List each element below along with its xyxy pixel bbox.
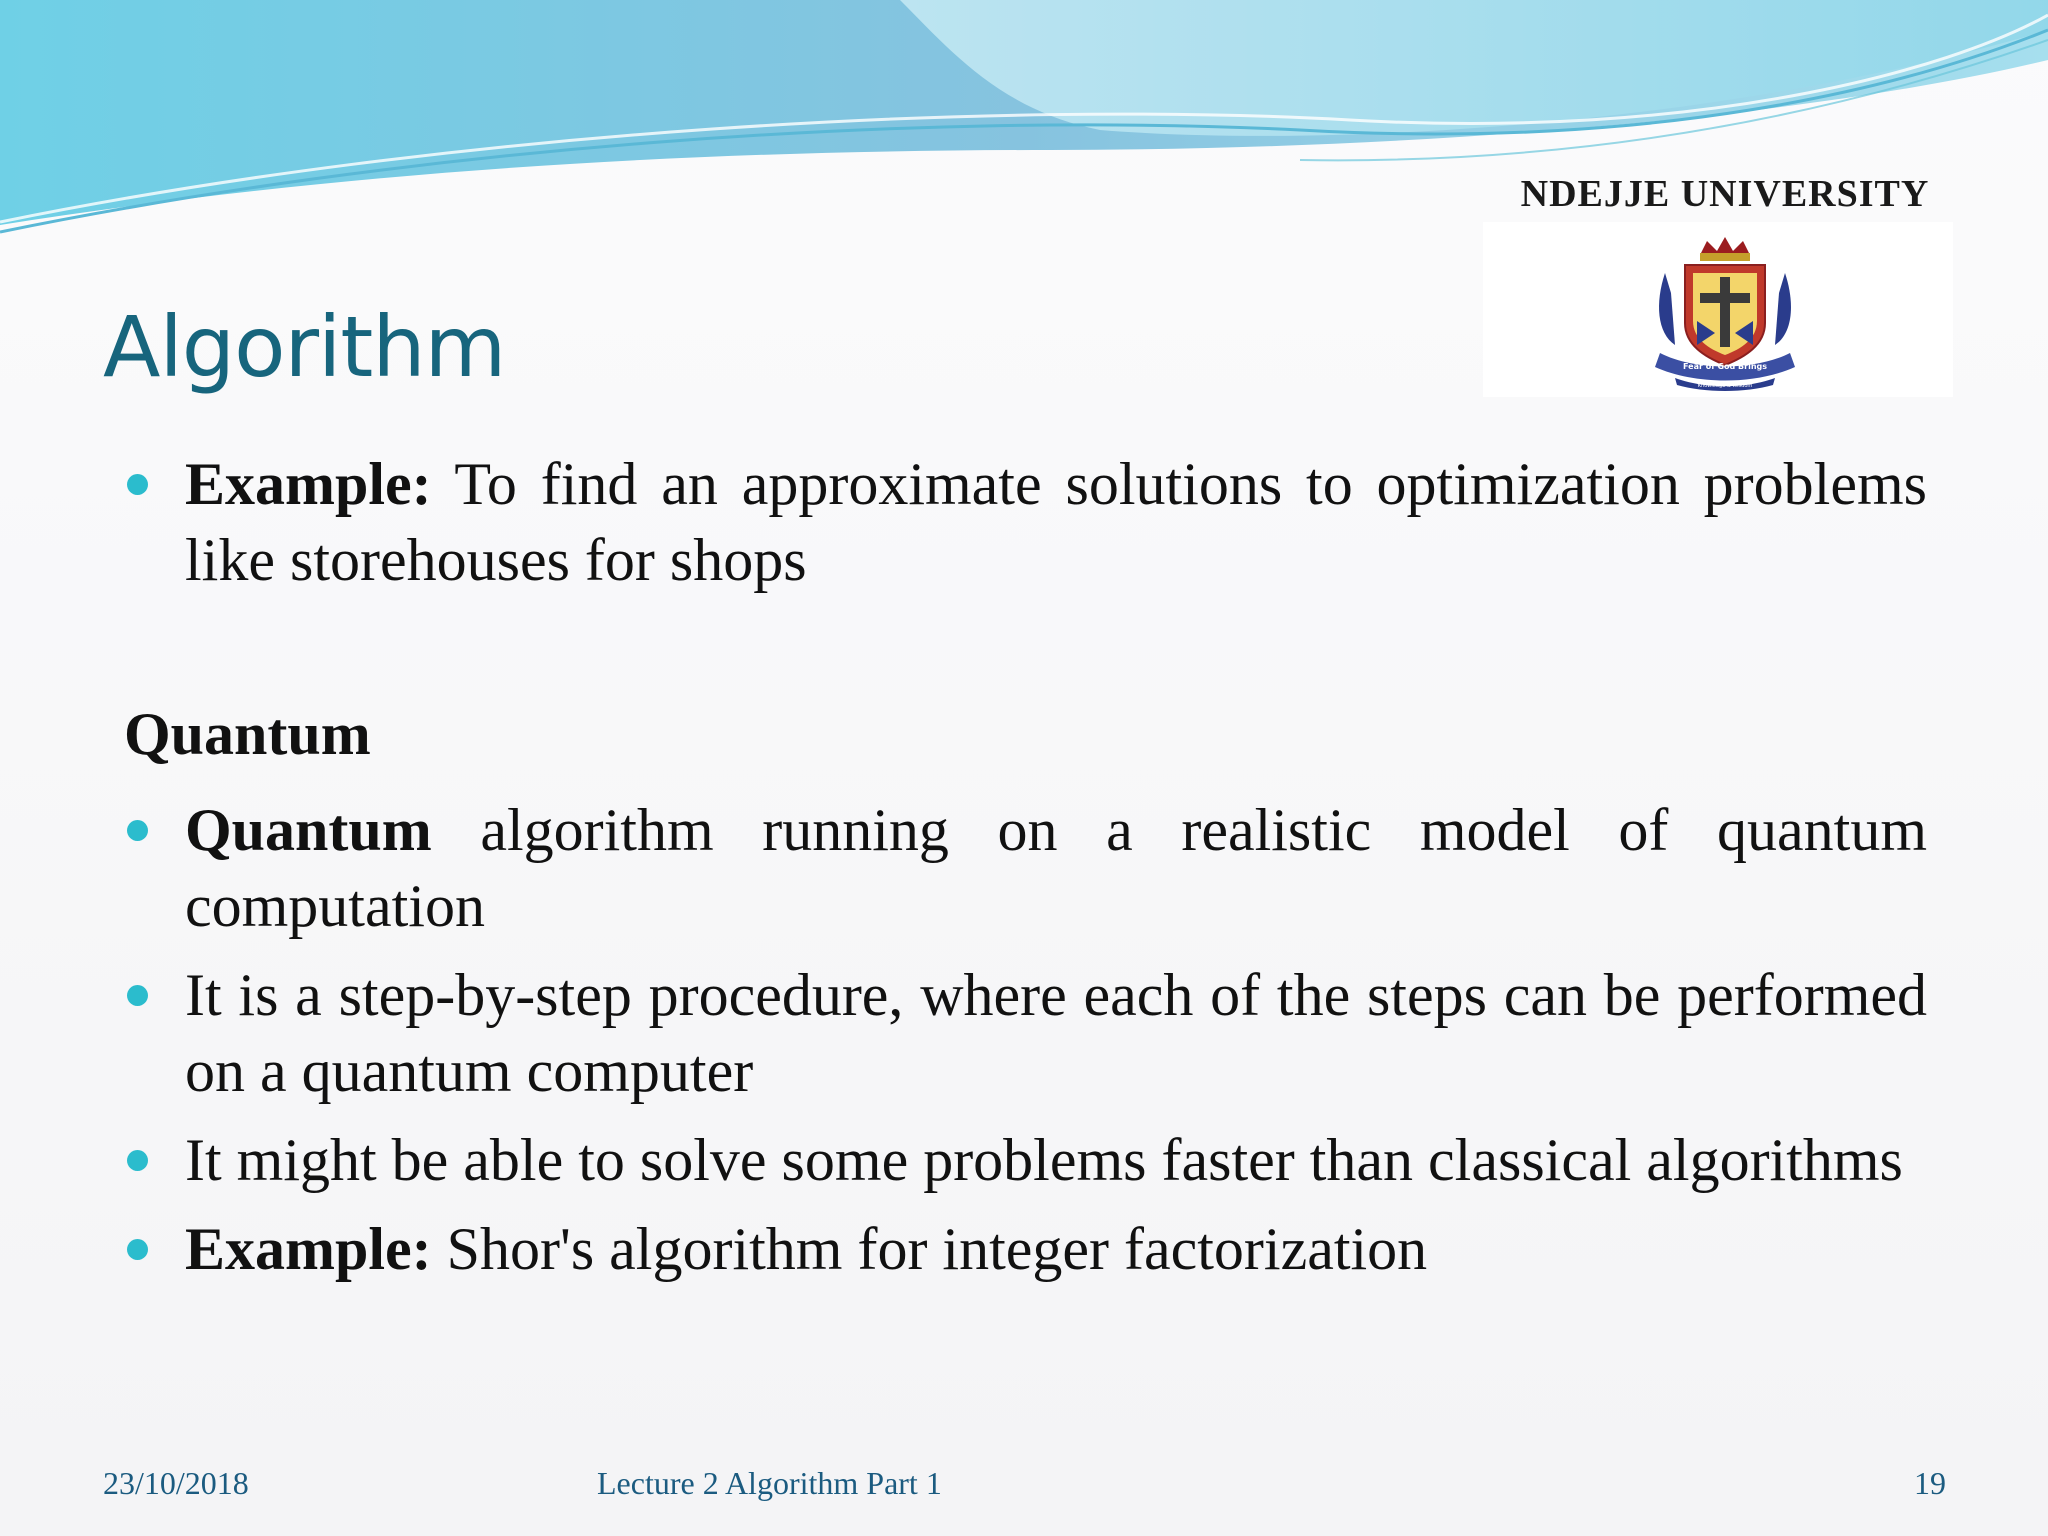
approximation-list <box>127 446 1927 611</box>
list-item <box>127 1211 1927 1287</box>
university-name: NDEJJE UNIVERSITY <box>1520 173 1930 215</box>
bullet-icon <box>127 985 148 1006</box>
bullet-label: Example: <box>185 451 432 517</box>
list-item <box>127 1122 1927 1198</box>
university-crest-icon <box>1645 233 1805 393</box>
quantum-list <box>127 792 1927 1300</box>
bullet-body: It might be able to solve some problems faster than classical algorithms <box>185 1127 1903 1193</box>
crest-subtitle: Knowledge & Wisdom <box>1697 383 1753 389</box>
crest-motto: Fear of God Brings <box>1683 362 1767 371</box>
bullet-icon <box>127 820 148 841</box>
section-heading-quantum: Quantum <box>124 701 371 767</box>
bullet-text <box>185 1216 1427 1282</box>
bullet-label: Quantum <box>185 797 432 863</box>
bullet-label: Example: <box>185 1216 432 1282</box>
bullet-text <box>185 1127 1903 1193</box>
list-item <box>127 792 1927 944</box>
bullet-text <box>185 451 1927 593</box>
bullet-body: It is a step-by-step procedure, where each of the steps can be performed on a quantum computer <box>185 962 1927 1104</box>
bullet-text <box>185 797 1927 939</box>
slide-title: Algorithm <box>103 298 506 396</box>
list-item <box>127 446 1927 598</box>
bullet-icon <box>127 474 148 495</box>
list-item <box>127 957 1927 1109</box>
footer-page-number: 19 <box>1914 1465 1946 1501</box>
bullet-text <box>185 962 1927 1104</box>
bullet-body: Shor's algorithm for integer factorization <box>431 1216 1428 1282</box>
footer-date: 23/10/2018 <box>103 1465 249 1501</box>
bullet-body: To find an approximate solutions to optimization problems like storehouses for shops <box>185 451 1927 593</box>
bullet-icon <box>127 1150 148 1171</box>
footer-lecture: Lecture 2 Algorithm Part 1 <box>597 1465 942 1501</box>
bullet-body: algorithm running on a realistic model of quantum computation <box>185 797 1927 939</box>
bullet-icon <box>127 1239 148 1260</box>
